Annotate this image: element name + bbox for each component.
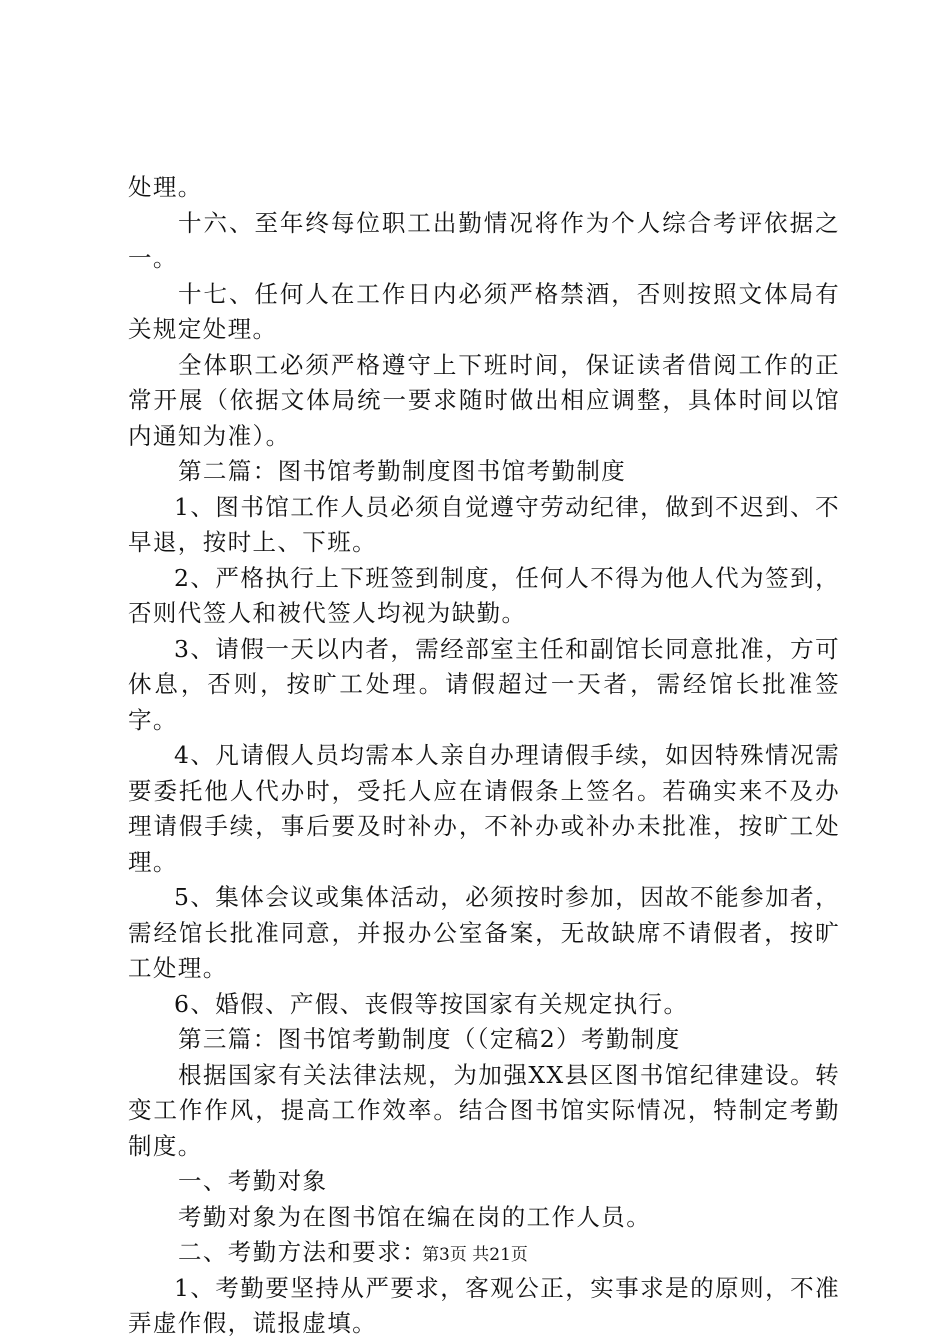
subheading-attendance-target: 一、考勤对象	[178, 1167, 328, 1195]
paragraph-item-17: 十七、任何人在工作日内必须严格禁酒，否则按照文体局有关规定处理。	[128, 279, 840, 343]
section-heading-part-3: 第三篇：图书馆考勤制度（（定稿2）考勤制度	[178, 1025, 681, 1053]
paragraph-intro: 根据国家有关法律法规，为加强XX县区图书馆纪律建设。转变工作作风，提高工作效率。结合图书馆实际情况，特制定考勤制度。	[128, 1060, 840, 1160]
paragraph-item-16: 十六、至年终每位职工出勤情况将作为个人综合考评依据之一。	[128, 208, 840, 272]
document-body	[128, 170, 840, 1342]
section-heading-part-2: 第二篇：图书馆考勤制度图书馆考勤制度	[178, 457, 627, 485]
paragraph-attendance-target: 考勤对象为在图书馆在编在岗的工作人员。	[178, 1202, 652, 1231]
paragraph-rule-1: 1、图书馆工作人员必须自觉遵守劳动纪律，做到不迟到、不早退，按时上、下班。	[128, 492, 840, 556]
page-number-footer: 第3页 共21页	[422, 1245, 528, 1265]
paragraph-rule-6: 6、婚假、产假、丧假等按国家有关规定执行。	[174, 989, 689, 1018]
paragraph-rule-5: 5、集体会议或集体活动，必须按时参加，因故不能参加者，需经馆长批准同意，并报办公室备案，无故缺席不请假者，按旷工处理。	[128, 883, 840, 982]
paragraph-method-1: 1、考勤要坚持从严要求，客观公正，实事求是的原则，不准弄虚作假，谎报虚填。	[128, 1273, 840, 1337]
subheading-attendance-method: 二、考勤方法和要求：	[178, 1238, 427, 1266]
paragraph-rule-2: 2、严格执行上下班签到制度，任何人不得为他人代为签到，否则代签人和被代签人均视为缺勤。	[128, 563, 840, 627]
paragraph-rule-3: 3、请假一天以内者，需经部室主任和副馆长同意批准，方可休息，否则，按旷工处理。请假超过一天者，需经馆长批准签字。	[128, 634, 840, 734]
paragraph-working-hours: 全体职工必须严格遵守上下班时间，保证读者借阅工作的正常开展（依据文体局统一要求随时做出相应调整，具体时间以馆内通知为准）。	[128, 350, 840, 450]
paragraph-rule-4: 4、凡请假人员均需本人亲自办理请假手续，如因特殊情况需要委托他人代办时，受托人应在请假条上签名。若确实来不及办理请假手续，事后要及时补办，不补办或补办未批准，按旷工处理。	[128, 741, 840, 876]
paragraph-continuation: 处理。	[128, 173, 203, 201]
